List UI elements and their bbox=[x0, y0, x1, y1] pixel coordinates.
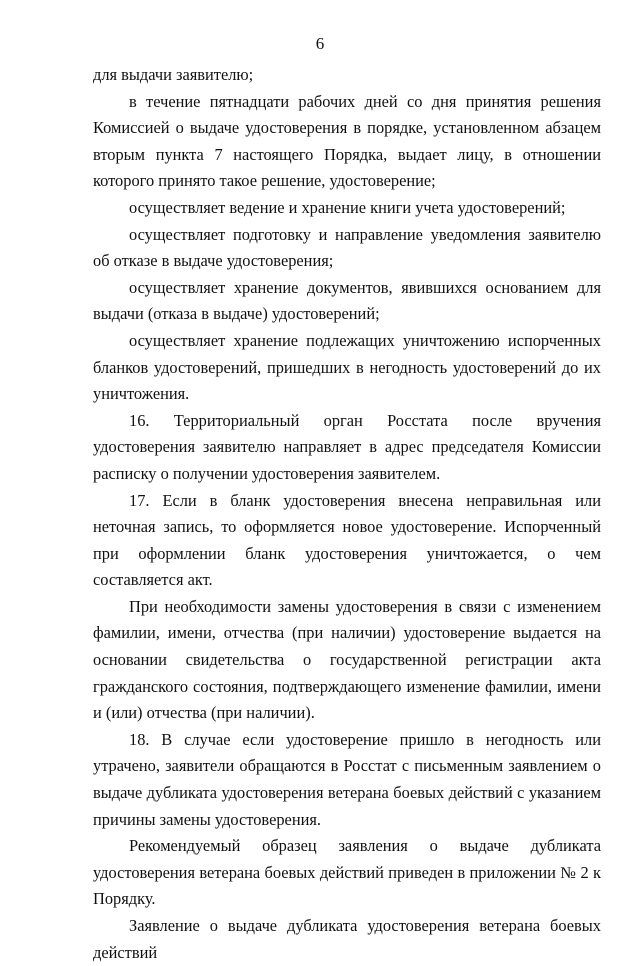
paragraph: 17. Если в бланк удостоверения внесена неправильная или неточная запись, то оформляется новое удостоверение. Испорченный при оформлении бланк удостоверения уничтожается, о чем составляется акт. bbox=[93, 490, 601, 590]
paragraph: осуществляет подготовку и направление уведомления заявителю об отказе в выдаче удостоверения; bbox=[93, 224, 601, 271]
paragraph: 18. В случае если удостоверение пришло в негодность или утрачено, заявители обращаются в Росстат с письменным заявлением о выдаче дубликата удостоверения ветерана боевых действий с указанием причины замены удостоверения. bbox=[93, 729, 601, 829]
document-body bbox=[93, 62, 601, 966]
paragraph: осуществляет хранение подлежащих уничтожению испорченных бланков удостоверений, пришедших в негодность удостоверений до их уничтожения. bbox=[93, 330, 601, 404]
paragraph: в течение пятнадцати рабочих дней со дня принятия решения Комиссией о выдаче удостоверения в порядке, установленном абзацем вторым пункта 7 настоящего Порядка, выдает лицу, в отношении которого принято такое решение, удостоверение; bbox=[93, 91, 601, 191]
page-number: 6 bbox=[315, 34, 325, 53]
paragraph: Рекомендуемый образец заявления о выдаче дубликата удостоверения ветерана боевых действий приведен в приложении № 2 к Порядку. bbox=[93, 836, 601, 909]
paragraph: Заявление о выдаче дубликата удостоверения ветерана боевых действий bbox=[93, 916, 601, 962]
paragraph: 16. Территориальный орган Росстата после вручения удостоверения заявителю направляет в адрес председателя Комиссии расписку о получении удостоверения заявителем. bbox=[93, 410, 601, 483]
paragraph: При необходимости замены удостоверения в связи с изменением фамилии, имени, отчества (при наличии) удостоверение выдается на основании свидетельства о государственной регистрации акта гражданского состояния, подтверждающего изменение фамилии, имени и (или) отчества (при наличии). bbox=[93, 596, 601, 723]
paragraph: осуществляет хранение документов, явившихся основанием для выдачи (отказа в выдаче) удостоверений; bbox=[93, 277, 601, 324]
paragraph: для выдачи заявителю; bbox=[93, 65, 254, 84]
paragraph: осуществляет ведение и хранение книги учета удостоверений; bbox=[129, 197, 566, 217]
